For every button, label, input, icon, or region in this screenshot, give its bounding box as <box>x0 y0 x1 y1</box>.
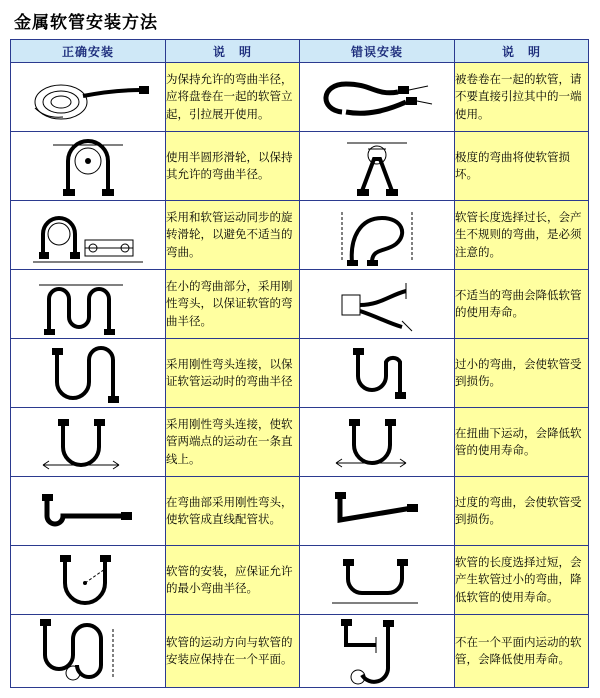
rigid-bend-small-radius-icon <box>11 270 166 339</box>
header-correct-note: 说 明 <box>166 40 300 63</box>
table-row <box>11 477 589 546</box>
note-text: 过小的弯曲，会使软管受到损伤。 <box>455 339 589 408</box>
chain-sync-pulley-icon <box>11 201 166 270</box>
note-text: 采用刚性弯头连接，使软管两端点的运动在一条直线上。 <box>166 408 300 477</box>
coiled-hose-flat-icon <box>11 63 166 132</box>
note-text: 为保持允许的弯曲半径，应将盘卷在一起的软管立起，引拉展开使用。 <box>166 63 300 132</box>
page-title: 金属软管安装方法 <box>14 13 158 33</box>
note-text: 采用刚性弯头连接，以保证软管运动时的弯曲半径 <box>166 339 300 408</box>
same-plane-movement-icon <box>11 615 166 688</box>
note-text: 软管的运动方向与软管的安装应保持在一个平面。 <box>166 615 300 688</box>
note-text: 被卷卷在一起的软管，请不要直接引拉其中的一端使用。 <box>455 63 589 132</box>
note-text: 在扭曲下运动，会降低软管的使用寿命。 <box>455 408 589 477</box>
note-text: 软管的安装，应保证允许的最小弯曲半径。 <box>166 546 300 615</box>
table-body <box>11 63 589 688</box>
note-text: 不适当的弯曲会降低软管的使用寿命。 <box>455 270 589 339</box>
header-row <box>11 40 589 63</box>
long-hose-irregular-bend-icon <box>300 201 455 270</box>
note-text: 使用半圆形滑轮，以保持其允许的弯曲半径。 <box>166 132 300 201</box>
note-text: 在小的弯曲部分，采用刚性弯头，以保证软管的弯曲半径。 <box>166 270 300 339</box>
table-row <box>11 201 589 270</box>
too-long-hose-small-bend-icon <box>300 546 455 615</box>
sharp-bend-pulley-icon <box>300 132 455 201</box>
table-row <box>11 132 589 201</box>
table-row <box>11 546 589 615</box>
note-text: 软管的长度选择过短，会产生软管过小的弯曲，降低软管的使用寿命。 <box>455 546 589 615</box>
table-row <box>11 615 589 688</box>
table-head <box>11 40 589 63</box>
out-of-plane-movement-icon <box>300 615 455 688</box>
header-wrong-note: 说 明 <box>455 40 589 63</box>
installation-methods-table <box>10 39 589 688</box>
twisted-u-bend-icon <box>300 408 455 477</box>
table-row <box>11 63 589 132</box>
too-small-bend-icon <box>300 339 455 408</box>
u-shape-straight-line-icon <box>11 408 166 477</box>
note-text: 软管长度选择过长，会产生不规则的弯曲，是必须注意的。 <box>455 201 589 270</box>
note-text: 不在一个平面内运动的软管，会降低使用寿命。 <box>455 615 589 688</box>
note-text: 采用和软管运动同步的旋转滑轮，以避免不适当的弯曲。 <box>166 201 300 270</box>
improper-bend-icon <box>300 270 455 339</box>
semicircle-pulley-icon <box>11 132 166 201</box>
header-wrong-image: 错误安装 <box>300 40 455 63</box>
table-row <box>11 270 589 339</box>
note-text: 极度的弯曲将使软管损坏。 <box>455 132 589 201</box>
table-row <box>11 339 589 408</box>
min-bend-radius-loop-icon <box>11 546 166 615</box>
note-text: 在弯曲部采用刚性弯头，使软管成直线配管状。 <box>166 477 300 546</box>
excessive-bend-icon <box>300 477 455 546</box>
straight-pipe-rigid-elbow-icon <box>11 477 166 546</box>
table-row <box>11 408 589 477</box>
coiled-hose-pulled-icon <box>300 63 455 132</box>
note-text: 过度的弯曲，会使软管受到损伤。 <box>455 477 589 546</box>
header-correct-image: 正确安装 <box>11 40 166 63</box>
rigid-elbow-connection-icon <box>11 339 166 408</box>
